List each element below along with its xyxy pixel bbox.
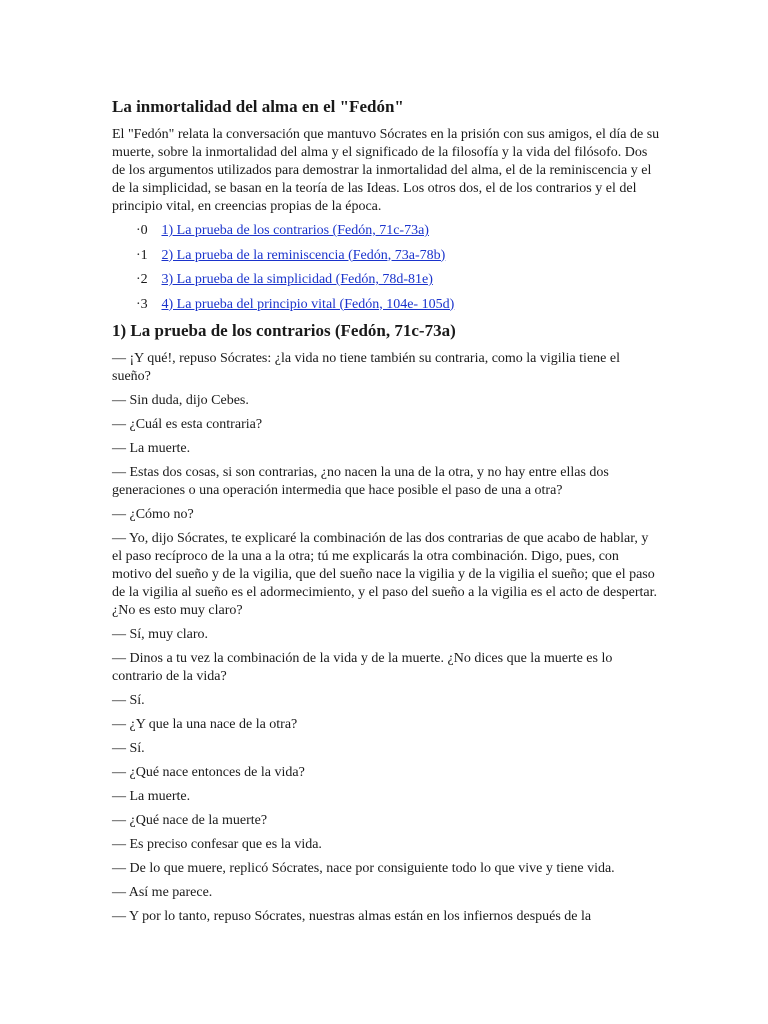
toc-link-contrarios[interactable]: 1) La prueba de los contrarios (Fedón, 71c-73a)	[161, 223, 429, 238]
toc-item	[112, 222, 660, 247]
toc-link-reminiscencia[interactable]: 2) La prueba de la reminiscencia (Fedón, 73a-78b)	[161, 247, 446, 263]
document-page	[112, 96, 660, 932]
dialogue-line: — De lo que muere, replicó Sócrates, nace por consiguiente todo lo que vive y tiene vida.	[112, 861, 615, 876]
dialogue-line: — Sin duda, dijo Cebes.	[112, 393, 249, 408]
dialogue-line: — Dinos a tu vez la combinación de la vida y de la muerte. ¿No dices que la muerte es lo contrario de la vida?	[112, 651, 613, 684]
dialogue-line: — La muerte.	[112, 789, 191, 804]
dialogue-line: — Estas dos cosas, si son contrarias, ¿no nacen la una de la otra, y no hay entre ellas dos generaciones o una operación intermedia que hace posible el paso de una a otra?	[112, 465, 609, 498]
dialogue-line: — Sí.	[112, 741, 145, 756]
table-of-contents	[112, 222, 660, 320]
dialogue-line: — ¿Cuál es esta contraria?	[112, 417, 263, 432]
toc-link-simplicidad[interactable]: 3) La prueba de la simplicidad (Fedón, 78d-81e)	[161, 272, 433, 287]
dialogue-line: — ¡Y qué!, repuso Sócrates: ¿la vida no tiene también su contraria, como la vigilia tiene el sueño?	[112, 351, 620, 384]
dialogue-line: — La muerte.	[112, 441, 191, 456]
dialogue-line: — ¿Qué nace de la muerte?	[112, 813, 268, 828]
dialogue-line: — Sí, muy claro.	[112, 627, 209, 642]
intro-paragraph: El "Fedón" relata la conversación que mantuvo Sócrates en la prisión con sus amigos, el día de su muerte, sobre la inmortalidad del alma y el significado de la filosofía y la vida del filósofo. Dos de los argumentos utilizados para demostrar la inmortalidad del alma, el de la reminiscencia y el de la simplicidad, se basan en la teoría de las Ideas. Los otros dos, el de los contrarios y el del principio vital, en creencias propias de la época.	[112, 127, 660, 214]
toc-number: ·3	[136, 296, 148, 312]
toc-item	[112, 296, 660, 321]
dialogue-line: — ¿Y que la una nace de la otra?	[112, 717, 298, 732]
dialogue-line: — Yo, dijo Sócrates, te explicaré la combinación de las dos contrarias de que acabo de hablar, y el paso recíproco de la una a la otra; tú me explicarás la otra combinación. Digo, pues, con motivo del sueño y de la vigilia, que del sueño nace la vigilia y de la vigilia el sueño; que el paso de la vigilia al sueño es el adormecimiento, y el paso del sueño a la vigilia es el acto de despertar. ¿No es esto muy claro?	[112, 531, 658, 618]
dialogue-line: — Así me parece.	[112, 885, 213, 900]
dialogue-line: — Es preciso confesar que es la vida.	[112, 837, 322, 852]
dialogue-line: — ¿Qué nace entonces de la vida?	[112, 765, 305, 780]
dialogue-line: — Sí.	[112, 693, 145, 708]
toc-number: ·1	[136, 247, 148, 263]
section-title: 1) La prueba de los contrarios (Fedón, 71c-73a)	[112, 321, 456, 340]
toc-link-principio-vital[interactable]: 4) La prueba del principio vital (Fedón, 104e- 105d)	[161, 296, 455, 312]
dialogue	[112, 350, 660, 926]
dialogue-line: — Y por lo tanto, repuso Sócrates, nuestras almas están en los infiernos después de la	[112, 909, 592, 924]
toc-item	[112, 247, 660, 272]
document-title: La inmortalidad del alma en el "Fedón"	[112, 97, 404, 116]
dialogue-line: — ¿Cómo no?	[112, 507, 194, 522]
toc-number: ·0	[136, 223, 148, 238]
toc-number: ·2	[136, 272, 148, 287]
toc-item	[112, 271, 660, 296]
